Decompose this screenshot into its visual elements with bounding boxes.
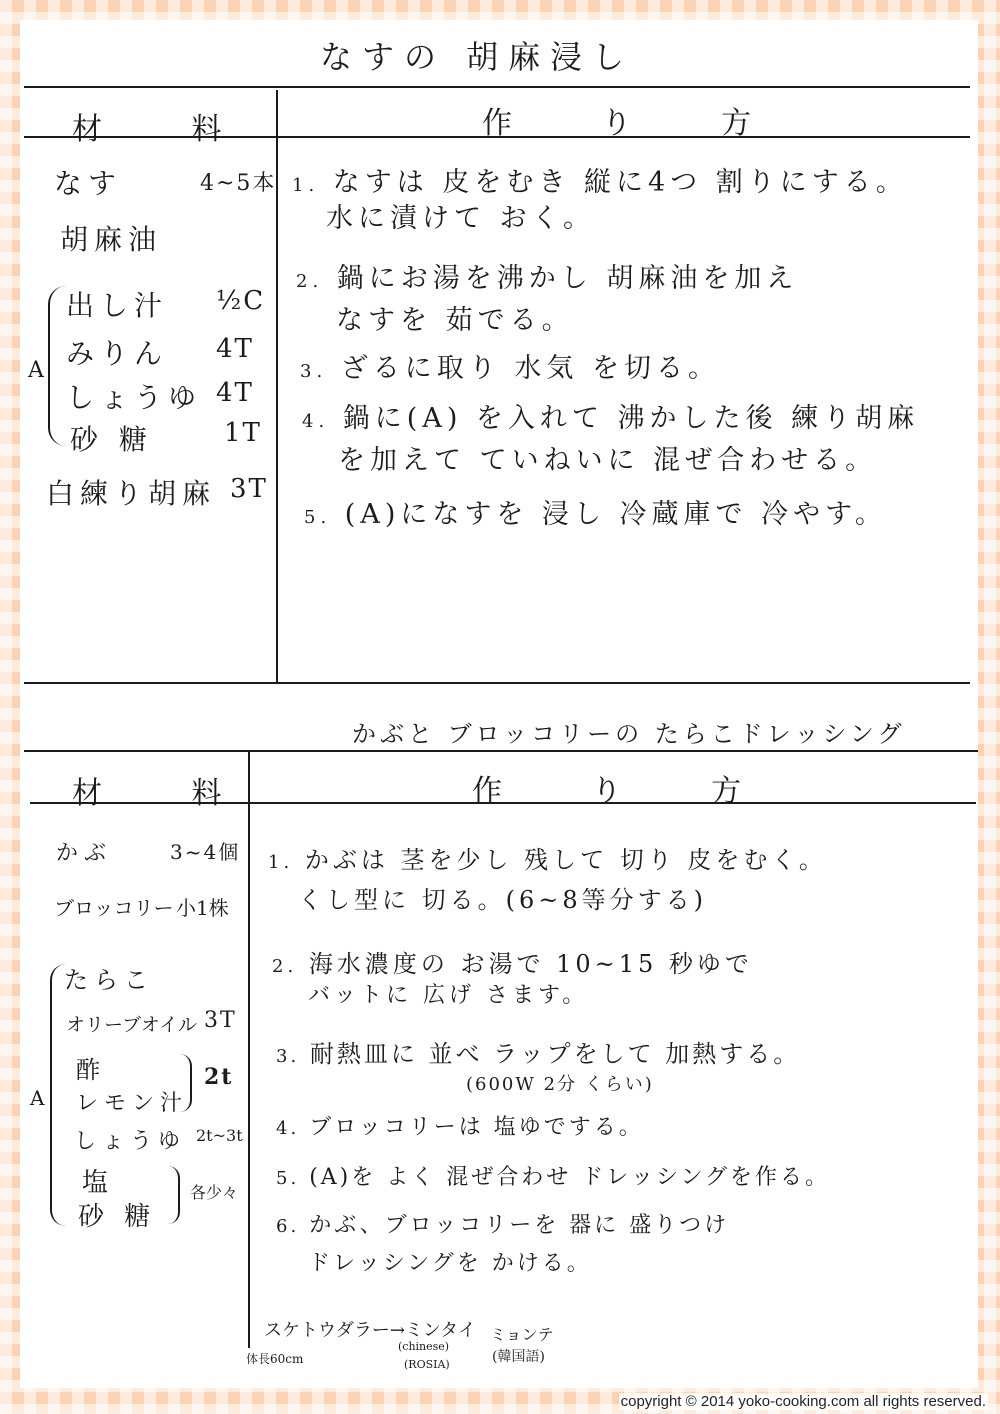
divider <box>24 136 970 138</box>
recipe1-method-header: 作 り 方 <box>482 106 792 141</box>
divider <box>24 86 970 88</box>
step-number: 2. <box>296 271 324 292</box>
ingredient-qty: 小1株 <box>176 896 229 920</box>
ingredient-qty: 2t~3t <box>196 1126 243 1145</box>
ingredient-qty: 4T <box>216 334 254 364</box>
ingredient-qty: 4T <box>216 378 254 408</box>
step-text: ブロッコリーは 塩ゆでする。 <box>309 1115 644 1140</box>
ingredient-name: かぶ <box>56 841 113 866</box>
step-number: 5. <box>276 1168 300 1189</box>
step-number: 4. <box>302 411 330 432</box>
ingredient-name: 胡麻油 <box>60 223 163 256</box>
divider <box>24 750 978 752</box>
qty-paren <box>180 1054 192 1112</box>
step-number: 3. <box>300 361 328 382</box>
step-text: かぶ、ブロッコリーを 器に 盛りつけ <box>309 1213 730 1238</box>
ingredient-qty: 3~4個 <box>170 840 241 864</box>
ingredient-name: 砂 糖 <box>78 1202 157 1232</box>
ingredient-name: みりん <box>66 337 169 370</box>
ingredient-name: しょうゆ <box>66 381 203 414</box>
step-number: 1. <box>268 852 294 873</box>
note-korean-name: ミョンテ <box>490 1325 554 1344</box>
step-line <box>272 944 753 979</box>
step-line: ドレッシングを かける。 <box>308 1251 592 1276</box>
step-line <box>276 1034 800 1069</box>
step-text: なすは 皮をむき 縦に4つ 割りにする。 <box>332 167 908 198</box>
group-label: A <box>28 358 50 383</box>
ingredient-name: 白練り胡麻 <box>46 477 217 510</box>
note-rosia: (ROSIA) <box>404 1358 450 1371</box>
step-text: 耐熱皿に 並べ ラップをして 加熱する。 <box>309 1040 801 1068</box>
ingredient-name: たらこ <box>64 966 154 994</box>
step-line <box>296 256 798 295</box>
ingredient-name: ブロッコリー <box>54 896 174 920</box>
step-line <box>292 160 908 199</box>
ingredient-name: なす <box>54 167 123 200</box>
recipe2-ingredients-header: 材 料 <box>72 776 262 811</box>
qty-paren <box>168 1166 180 1224</box>
ingredient-name: 砂 糖 <box>70 423 153 456</box>
step-number: 5. <box>304 507 332 528</box>
step-line: くし型に 切る。(6~8等分する) <box>298 886 708 914</box>
step-line <box>268 840 827 875</box>
ingredient-qty: 1T <box>224 418 262 448</box>
ingredient-name: しょうゆ <box>74 1129 187 1154</box>
step-text: ざるに取り 水気 を切る。 <box>340 353 720 384</box>
note-chinese: (chinese) <box>398 1340 450 1353</box>
step-number: 3. <box>276 1046 300 1067</box>
ingredient-name: レモン汁 <box>76 1091 189 1116</box>
step-number: 2. <box>272 956 298 977</box>
step-line <box>304 492 887 531</box>
ingredient-name: 塩 <box>82 1168 115 1198</box>
step-line: を加えて ていねいに 混ぜ合わせる。 <box>338 445 878 476</box>
step-text: 海水濃度の お湯で 10~15 秒ゆで <box>308 950 753 978</box>
step-line <box>276 1208 729 1239</box>
group-brace <box>48 286 66 446</box>
recipe1-ingredients-header: 材 料 <box>72 112 262 147</box>
step-line: バットに 広げ さます。 <box>308 983 589 1008</box>
step-number: 1. <box>292 175 320 196</box>
step-line <box>276 1110 644 1141</box>
ingredient-qty: 3T <box>204 1008 237 1033</box>
step-line <box>276 1160 830 1191</box>
step-number: 4. <box>276 1118 300 1139</box>
recipe-sheet <box>20 20 978 1388</box>
ingredient-qty: 各少々 <box>190 1183 239 1202</box>
divider <box>24 682 970 684</box>
step-text: (A)を よく 混ぜ合わせ ドレッシングを作る。 <box>309 1165 831 1190</box>
ingredient-qty: 3T <box>230 474 268 504</box>
recipe2-title: かぶと ブロッコリーの たらこドレッシング <box>352 720 906 748</box>
ingredient-name: 出し汁 <box>66 289 169 322</box>
ingredient-name: 酢 <box>76 1056 106 1084</box>
ingredient-qty: ½C <box>216 286 266 316</box>
divider <box>30 802 976 804</box>
step-number: 6. <box>276 1216 300 1237</box>
ingredient-qty: 2t <box>204 1064 234 1090</box>
step-line <box>300 346 720 385</box>
ingredient-qty: 4~5本 <box>200 171 277 196</box>
note-size: 体長60cm <box>246 1352 304 1366</box>
recipe2-method-header: 作 り 方 <box>472 774 782 809</box>
step-text: かぶは 茎を少し 残して 切り 皮をむく。 <box>304 846 827 874</box>
step-line: 水に漬けて おく。 <box>326 203 596 234</box>
recipe1-title: なすの 胡麻浸し <box>320 38 635 76</box>
step-line <box>302 396 919 435</box>
step-line: (600W 2分 くらい) <box>466 1074 654 1095</box>
note-main: スケトウダラー→ミンタイ <box>264 1320 476 1341</box>
step-text: 鍋にお湯を沸かし 胡麻油を加え <box>336 263 799 294</box>
step-text: (A)になすを 浸し 冷蔵庫で 冷やす。 <box>344 499 887 530</box>
step-text: 鍋に(A) を入れて 沸かした後 練り胡麻 <box>342 403 920 434</box>
column-divider <box>248 752 250 1348</box>
step-line: なすを 茹でる。 <box>336 305 574 336</box>
ingredient-name: オリーブオイル <box>66 1014 197 1036</box>
copyright-notice: copyright © 2014 yoko-cooking.com all rights reserved. <box>620 1393 986 1410</box>
note-korean-label: (韓国語) <box>492 1349 545 1365</box>
group-brace <box>50 964 66 1226</box>
group-label: A <box>30 1086 51 1110</box>
